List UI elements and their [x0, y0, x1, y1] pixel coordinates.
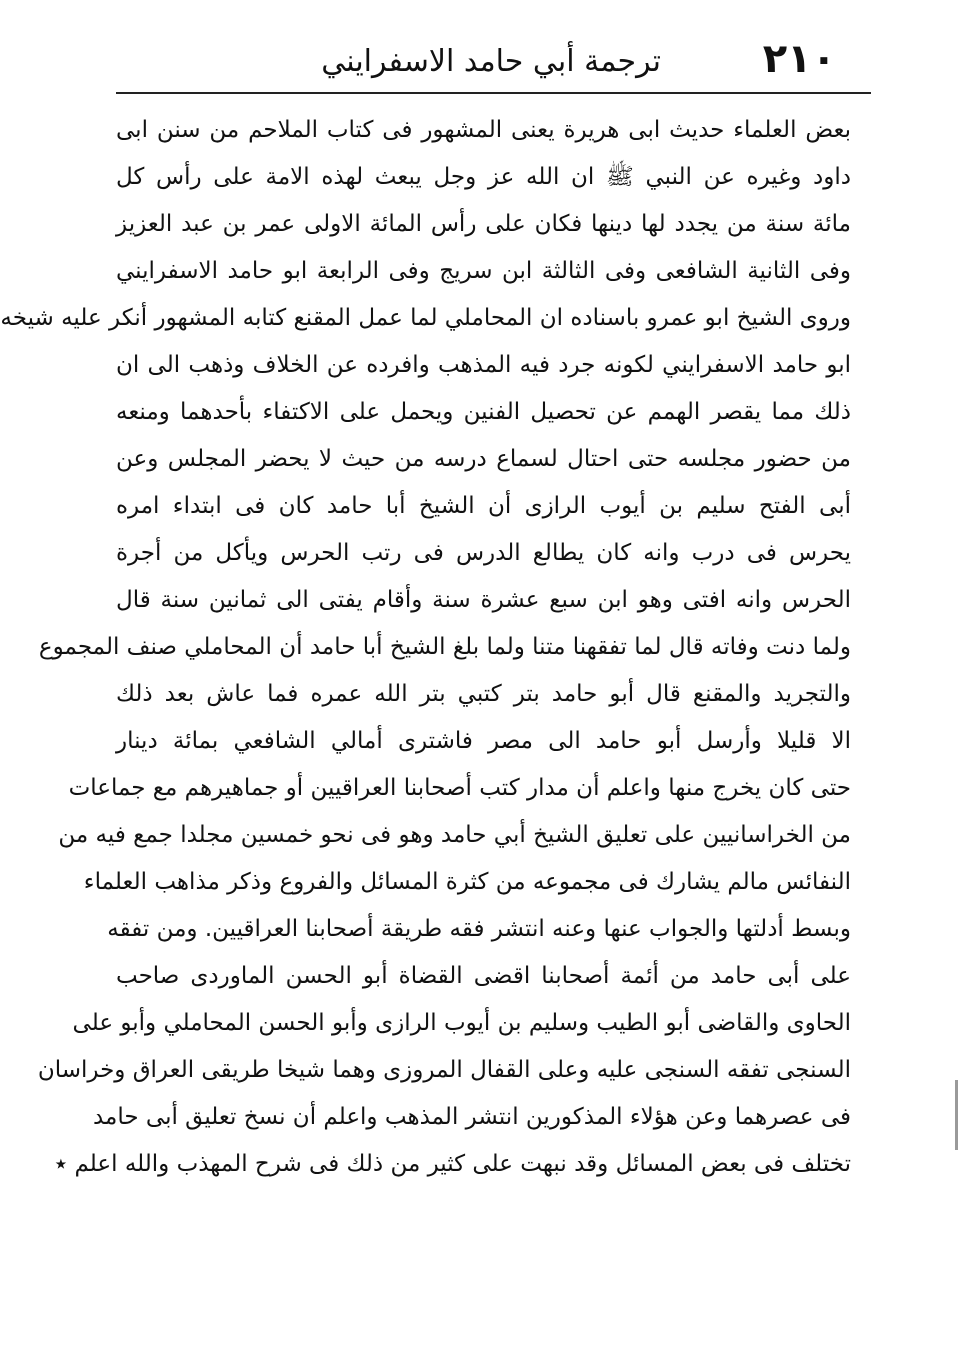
- text-line: الا قليلا وأرسل أبو حامد الى مصر فاشترى أمالي الشافعي بمائة دينار: [116, 728, 851, 754]
- text-line: من الخراسانيين على تعليق الشيخ أبي حامد وهو فى نحو خمسين مجلدا جمع فيه من: [58, 822, 851, 848]
- header-rule: [116, 92, 871, 94]
- text-line: بعض العلماء حديث ابى هريرة يعنى المشهور فى كتاب الملاحم من سنن ابى: [116, 117, 851, 143]
- text-line: تختلف فى بعض المسائل وقد نبهت على كثير من ذلك فى شرح المهذب والله اعلم ٭: [54, 1151, 851, 1177]
- text-line: يحرس فى درب وانه كان يطالع الدرس فى رتب الحرس ويأكل من أجرة: [116, 540, 851, 566]
- text-line: على أبى حامد من أئمة أصحابنا اقضى القضاة أبو الحسن الماوردى صاحب: [116, 963, 851, 989]
- text-line: والتجريد والمقنع قال أبو حامد بتر كتبي بتر الله عمره فما عاش بعد ذلك: [116, 681, 851, 707]
- scan-edge-mark: [955, 1080, 958, 1150]
- text-line: ابو حامد الاسفرايني لكونه جرد فيه المذهب وافرده عن الخلاف وذهب الى ان: [116, 352, 851, 378]
- text-line: وفى الثانية الشافعى وفى الثالثة ابن سريج وفى الرابعة ابو حامد الاسفرايني: [116, 258, 851, 284]
- text-line: حتى كان يخرج منها واعلم أن مدار كتب أصحابنا العراقيين أو جماهيرهم مع جماعات: [68, 775, 851, 801]
- text-line: وبسط أدلتها والجواب عنها وعنه انتشر فقه طريقة أصحابنا العراقيين. ومن تفقه: [107, 916, 851, 942]
- text-line: فى عصرهما وعن هؤلاء المذكورين انتشر المذهب واعلم أن نسخ تعليق أبى حامد: [92, 1104, 851, 1130]
- text-line: من حضور مجلسه حتى احتال لسماع درسه من حيث لا يحضر المجلس وعن: [116, 446, 851, 472]
- text-line: السنجى تفقه السنجى عليه وعلى القفال المروزى وهما شيخا طريقى العراق وخراسان: [37, 1057, 851, 1083]
- text-line: الحاوى والقاضى أبو الطيب وسليم بن أيوب الرازى وأبو الحسن المحاملي وأبو على: [72, 1010, 851, 1036]
- text-line: ذلك مما يقصر الهمم عن تحصيل الفنين ويحمل على الاكتفاء بأحدهما ومنعه: [116, 399, 851, 425]
- text-line: أبى الفتح سليم بن أيوب الرازى أن الشيخ أبا حامد كان فى ابتداء امره: [116, 493, 851, 519]
- text-line: وروى الشيخ ابو عمرو باسناده ان المحاملي لما عمل المقنع كتابه المشهور أنكر عليه شيخه: [0, 305, 851, 331]
- text-line: الحرس وانه افتى وهو ابن سبع عشرة سنة وأقام يفتى الى ثمانين سنة قال: [116, 587, 851, 613]
- text-line: مائة سنة من يجدد لها دينها فكان على رأس المائة الاولى عمر بن عبد العزيز: [116, 211, 851, 237]
- text-line: داود وغيره عن النبي ﷺ ان الله عز وجل يبعث لهذه الامة على رأس كل: [116, 164, 851, 190]
- text-line: ولما دنت وفاته قال لما تفقهنا متنا ولما بلغ الشيخ أبا حامد أن المحاملي صنف المجموع: [38, 634, 851, 660]
- running-title: ترجمة أبي حامد الاسفرايني: [321, 44, 661, 79]
- page-number: ٢١٠: [762, 36, 836, 82]
- text-line: النفائس مالم يشارك فى مجموعه من كثرة المسائل والفروع وذكر مذاهب العلماء: [83, 869, 851, 895]
- body-text: [0, 107, 851, 1188]
- page-header: [116, 30, 876, 92]
